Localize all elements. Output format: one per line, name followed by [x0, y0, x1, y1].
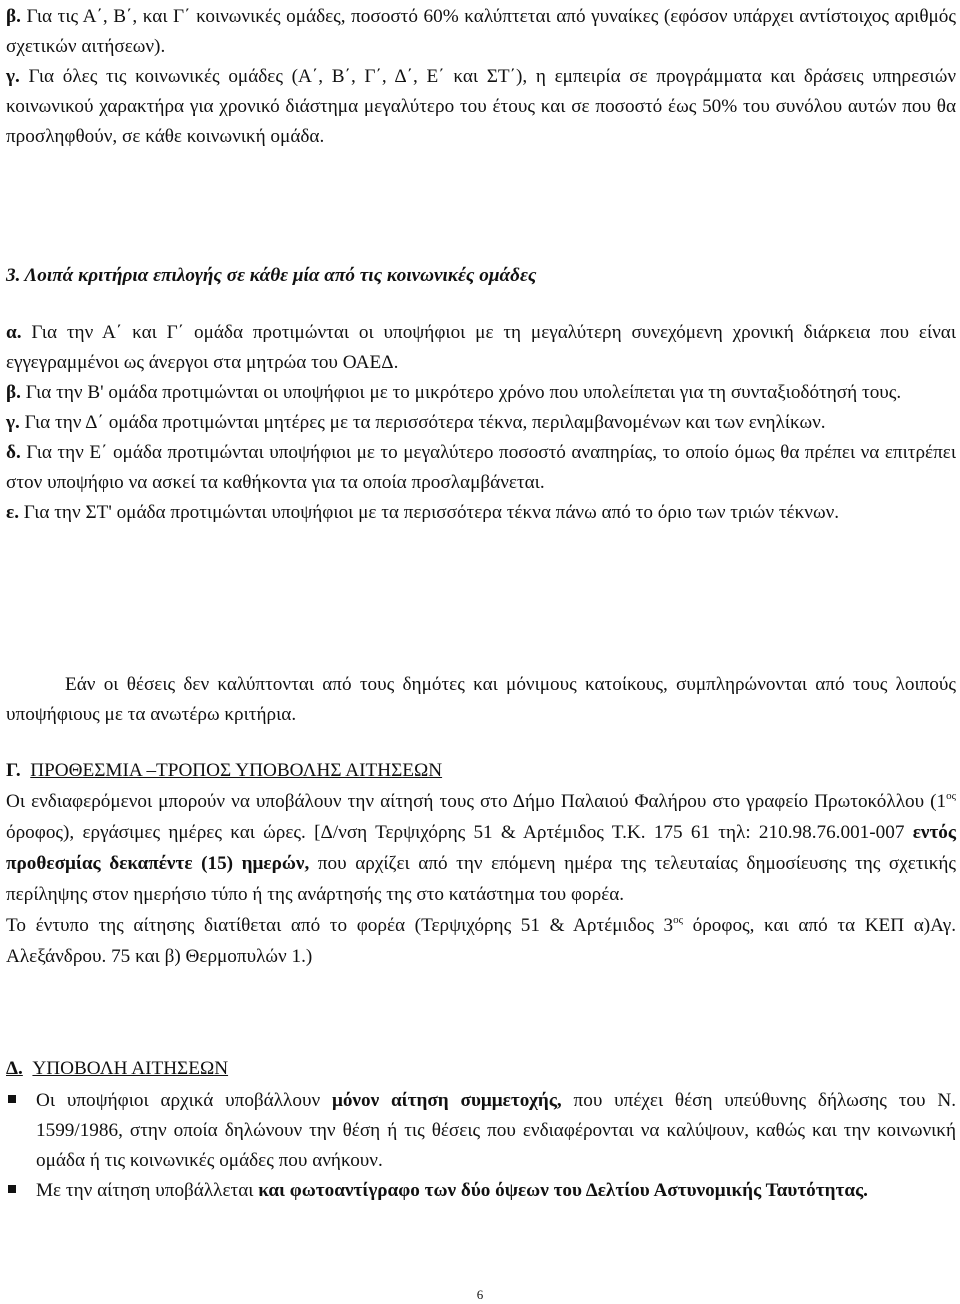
- text-run: Οι ενδιαφερόμενοι μπορούν να υποβάλουν την αίτησή τους στο Δήμο Παλαιού Φαλήρου στο γραφείο Πρωτοκόλλου (1: [6, 791, 947, 812]
- text-run: Οι υποψήφιοι αρχικά υποβάλλουν: [36, 1090, 332, 1111]
- section-title: ΥΠΟΒΟΛΗ ΑΙΤΗΣΕΩΝ: [32, 1058, 229, 1079]
- bullet-item: [6, 1176, 956, 1206]
- submission-paragraph: [6, 786, 956, 910]
- section-d: [6, 1054, 956, 1084]
- item-label: γ.: [6, 412, 20, 433]
- item-label: δ.: [6, 442, 21, 463]
- section-label: Δ.: [6, 1058, 23, 1079]
- text-run: όροφος), εργάσιμες ημέρες και ώρες. [Δ/νση Τερψιχόρης 51 & Αρτέμιδος Τ.Κ. 175 61 τηλ: 210.98.76.001-007: [6, 822, 913, 843]
- ordinal-suffix: ος: [673, 914, 683, 926]
- text-run: που αρχίζει από την επόμενη ημέρα της τελευταίας δημοσίευσης της σχετικής περίληψης στον ημερήσιο τύπο ή της ανάρτησής της στο κατάστημα του φορέα.: [6, 853, 956, 905]
- criterion-epsilon: [6, 498, 956, 528]
- item-label: β.: [6, 382, 21, 403]
- form-availability-paragraph: [6, 910, 956, 972]
- criterion-alpha: [6, 318, 956, 378]
- item-text: Για την Δ΄ ομάδα προτιμώνται μητέρες με τα περισσότερα τέκνα, περιλαμβανομένων και των ενηλίκων.: [24, 412, 826, 433]
- submission-bullets: [6, 1086, 956, 1206]
- criteria-continued: [6, 2, 956, 152]
- item-gamma: [6, 62, 956, 152]
- item-label: β.: [6, 6, 21, 27]
- deadline-bold: εντός προθεσμίας δεκαπέντε (15) ημερών,: [6, 822, 956, 874]
- item-text: Για όλες τις κοινωνικές ομάδες (Α΄, Β΄, Γ΄, Δ΄, Ε΄ και ΣΤ΄), η εμπειρία σε προγράμματα και δράσεις υπηρεσιών κοινωνικού χαρακτήρα για χρονικό διάστημα μεγαλύτερο του έτους και σε ποσοστό έως 50% του συνόλου αυτών που θα προσληφθούν, σε κάθε κοινωνική ομάδα.: [6, 66, 957, 147]
- section-label: Γ.: [6, 760, 21, 781]
- item-text: Για τις Α΄, Β΄, και Γ΄ κοινωνικές ομάδες, ποσοστό 60% καλύπτεται από γυναίκες (εφόσον υπάρχει αντίστοιχος αριθμός σχετικών αιτήσεων).: [6, 6, 956, 57]
- item-label: ε.: [6, 502, 19, 523]
- closing-text: Εάν οι θέσεις δεν καλύπτονται από τους δημότες και μόνιμους κατοίκους, συμπληρώνονται από τους λοιπούς υποψήφιους με τα ανωτέρω κριτήρια.: [6, 674, 956, 725]
- bold-run: μόνον αίτηση συμμετοχής,: [331, 1090, 562, 1111]
- text-run: Το έντυπο της αίτησης διατίθεται από το φορέα (Τερψιχόρης 51 & Αρτέμιδος 3: [6, 915, 674, 936]
- item-label: γ.: [6, 66, 20, 87]
- criterion-delta: [6, 438, 956, 498]
- bullet-item: [6, 1086, 956, 1176]
- closing-paragraph: [6, 670, 956, 730]
- text-run: όροφος, και από τα ΚΕΠ α)Αγ. Αλεξάνδρου. 75 και β) Θερμοπυλών 1.): [6, 915, 956, 967]
- text-run: Με την αίτηση υποβάλλεται: [36, 1180, 259, 1201]
- item-label: α.: [6, 322, 22, 343]
- section-title: ΠΡΟΘΕΣΜΙΑ –ΤΡΟΠΟΣ ΥΠΟΒΟΛΗΣ ΑΙΤΗΣΕΩΝ: [30, 760, 443, 781]
- item-text: Για την Ε΄ ομάδα προτιμώνται υποψήφιοι με το μεγαλύτερο ποσοστό αναπηρίας, το οποίο όμως θα πρέπει να επιτρέπει στον υποψήφιο να ασκεί τα καθήκοντα για τα οποία προσλαμβάνεται.: [6, 442, 956, 493]
- item-text: Για την Α΄ και Γ΄ ομάδα προτιμώνται οι υποψήφιοι με τη μεγαλύτερη συνεχόμενη χρονική διάρκεια που είναι εγγεγραμμένοι ως άνεργοι στα μητρώα του ΟΑΕΔ.: [6, 322, 957, 373]
- bold-run: και φωτοαντίγραφο των δύο όψεων του Δελτίου Αστυνομικής Ταυτότητας.: [258, 1180, 868, 1201]
- item-beta: [6, 2, 956, 62]
- criterion-beta: [6, 378, 956, 408]
- item-text: Για την ΣΤ' ομάδα προτιμώνται υποψήφιοι με τα περισσότερα τέκνα πάνω από το όριο των τριών τέκνων.: [23, 502, 840, 523]
- section-3: [6, 261, 956, 291]
- section-g: [6, 756, 956, 972]
- item-text: Για την Β' ομάδα προτιμώνται οι υποψήφιοι με το μικρότερο χρόνο που υπολείπεται για τη συνταξιοδότησή τους.: [25, 382, 902, 403]
- section-3-items: [6, 318, 956, 528]
- text-run: που υπέχει θέση υπεύθυνης δήλωσης του Ν. 1599/1986, στην οποία δηλώνουν την θέση ή τις θέσεις που ενδιαφέρονται να καλύψουν, καθώς και την κοινωνική ομάδα ή τις κοινωνικές ομάδες που ανήκουν.: [36, 1090, 956, 1171]
- section-3-heading: 3. Λοιπά κριτήρια επιλογής σε κάθε μία από τις κοινωνικές ομάδες: [6, 265, 537, 286]
- criterion-gamma: [6, 408, 956, 438]
- section-g-heading: [6, 756, 956, 786]
- section-d-heading: [6, 1054, 956, 1084]
- page-number: 6: [476, 1287, 484, 1302]
- ordinal-suffix: ος: [946, 790, 956, 802]
